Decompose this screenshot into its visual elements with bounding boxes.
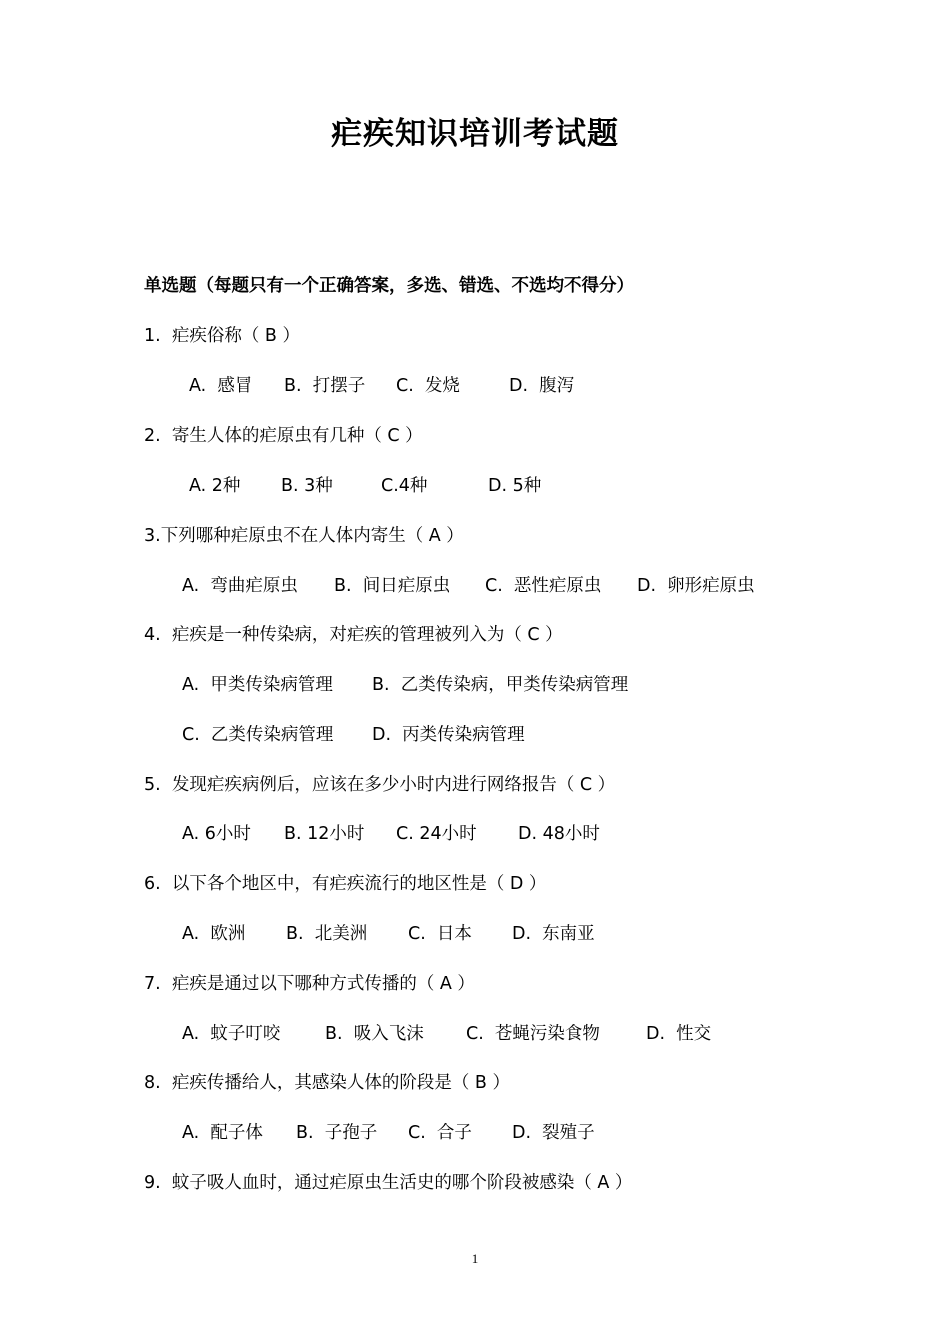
question-4-option-b: B. 乙类传染病，甲类传染病管理 xyxy=(372,675,629,695)
question-6-option-b: B. 北美洲 xyxy=(286,924,368,944)
question-3-option-b: B. 间日疟原虫 xyxy=(334,576,451,596)
question-5-option-a: A. 6小时 xyxy=(182,824,251,844)
question-7-option-c: C. 苍蝇污染食物 xyxy=(466,1024,600,1044)
question-6-option-c: C. 日本 xyxy=(408,924,472,944)
question-1: 1. 疟疾俗称（ B ） xyxy=(144,326,300,346)
question-2-option-b: B. 3种 xyxy=(281,476,333,496)
question-7: 7. 疟疾是通过以下哪种方式传播的（ A ） xyxy=(144,974,475,994)
question-5-option-d: D. 48小时 xyxy=(518,824,600,844)
question-8-option-c: C. 合子 xyxy=(408,1123,472,1143)
question-8-option-a: A. 配子体 xyxy=(182,1123,263,1143)
question-2-option-d: D. 5种 xyxy=(488,476,542,496)
question-4-option-c: C. 乙类传染病管理 xyxy=(182,725,334,745)
question-3-option-a: A. 弯曲疟原虫 xyxy=(182,576,298,596)
question-3-option-c: C. 恶性疟原虫 xyxy=(485,576,602,596)
question-2: 2. 寄生人体的疟原虫有几种（ C ） xyxy=(144,426,423,446)
question-1-option-d: D. 腹泻 xyxy=(509,376,575,396)
question-1-option-c: C. 发烧 xyxy=(396,376,460,396)
question-8-option-b: B. 子孢子 xyxy=(296,1123,378,1143)
question-5-option-b: B. 12小时 xyxy=(284,824,365,844)
question-1-option-b: B. 打摆子 xyxy=(284,376,366,396)
page-number: 1 xyxy=(471,1251,479,1266)
question-6-option-a: A. 欧洲 xyxy=(182,924,246,944)
question-2-option-c: C.4种 xyxy=(381,476,428,496)
question-8: 8. 疟疾传播给人，其感染人体的阶段是（ B ） xyxy=(144,1073,510,1093)
question-4-option-a: A. 甲类传染病管理 xyxy=(182,675,333,695)
question-5: 5. 发现疟疾病例后，应该在多少小时内进行网络报告（ C ） xyxy=(144,775,616,795)
question-9: 9. 蚊子吸人血时，通过疟原虫生活史的哪个阶段被感染（ A ） xyxy=(144,1173,633,1193)
question-3: 3.下列哪种疟原虫不在人体内寄生（ A ） xyxy=(144,526,464,546)
question-7-option-b: B. 吸入飞沫 xyxy=(325,1024,424,1044)
question-8-option-d: D. 裂殖子 xyxy=(512,1123,595,1143)
question-7-option-d: D. 性交 xyxy=(646,1024,712,1044)
section-heading: 单选题（每题只有一个正确答案，多选、错选、不选均不得分） xyxy=(144,276,634,296)
document-title: 疟疾知识培训考试题 xyxy=(331,116,619,152)
question-6: 6. 以下各个地区中，有疟疾流行的地区性是（ D ） xyxy=(144,874,547,894)
question-5-option-c: C. 24小时 xyxy=(396,824,477,844)
question-6-option-d: D. 东南亚 xyxy=(512,924,595,944)
question-7-option-a: A. 蚊子叮咬 xyxy=(182,1024,281,1044)
question-2-option-a: A. 2种 xyxy=(189,476,241,496)
question-4-option-d: D. 丙类传染病管理 xyxy=(372,725,525,745)
question-1-option-a: A. 感冒 xyxy=(189,376,253,396)
question-3-option-d: D. 卵形疟原虫 xyxy=(637,576,755,596)
question-4: 4. 疟疾是一种传染病，对疟疾的管理被列入为（ C ） xyxy=(144,625,563,645)
